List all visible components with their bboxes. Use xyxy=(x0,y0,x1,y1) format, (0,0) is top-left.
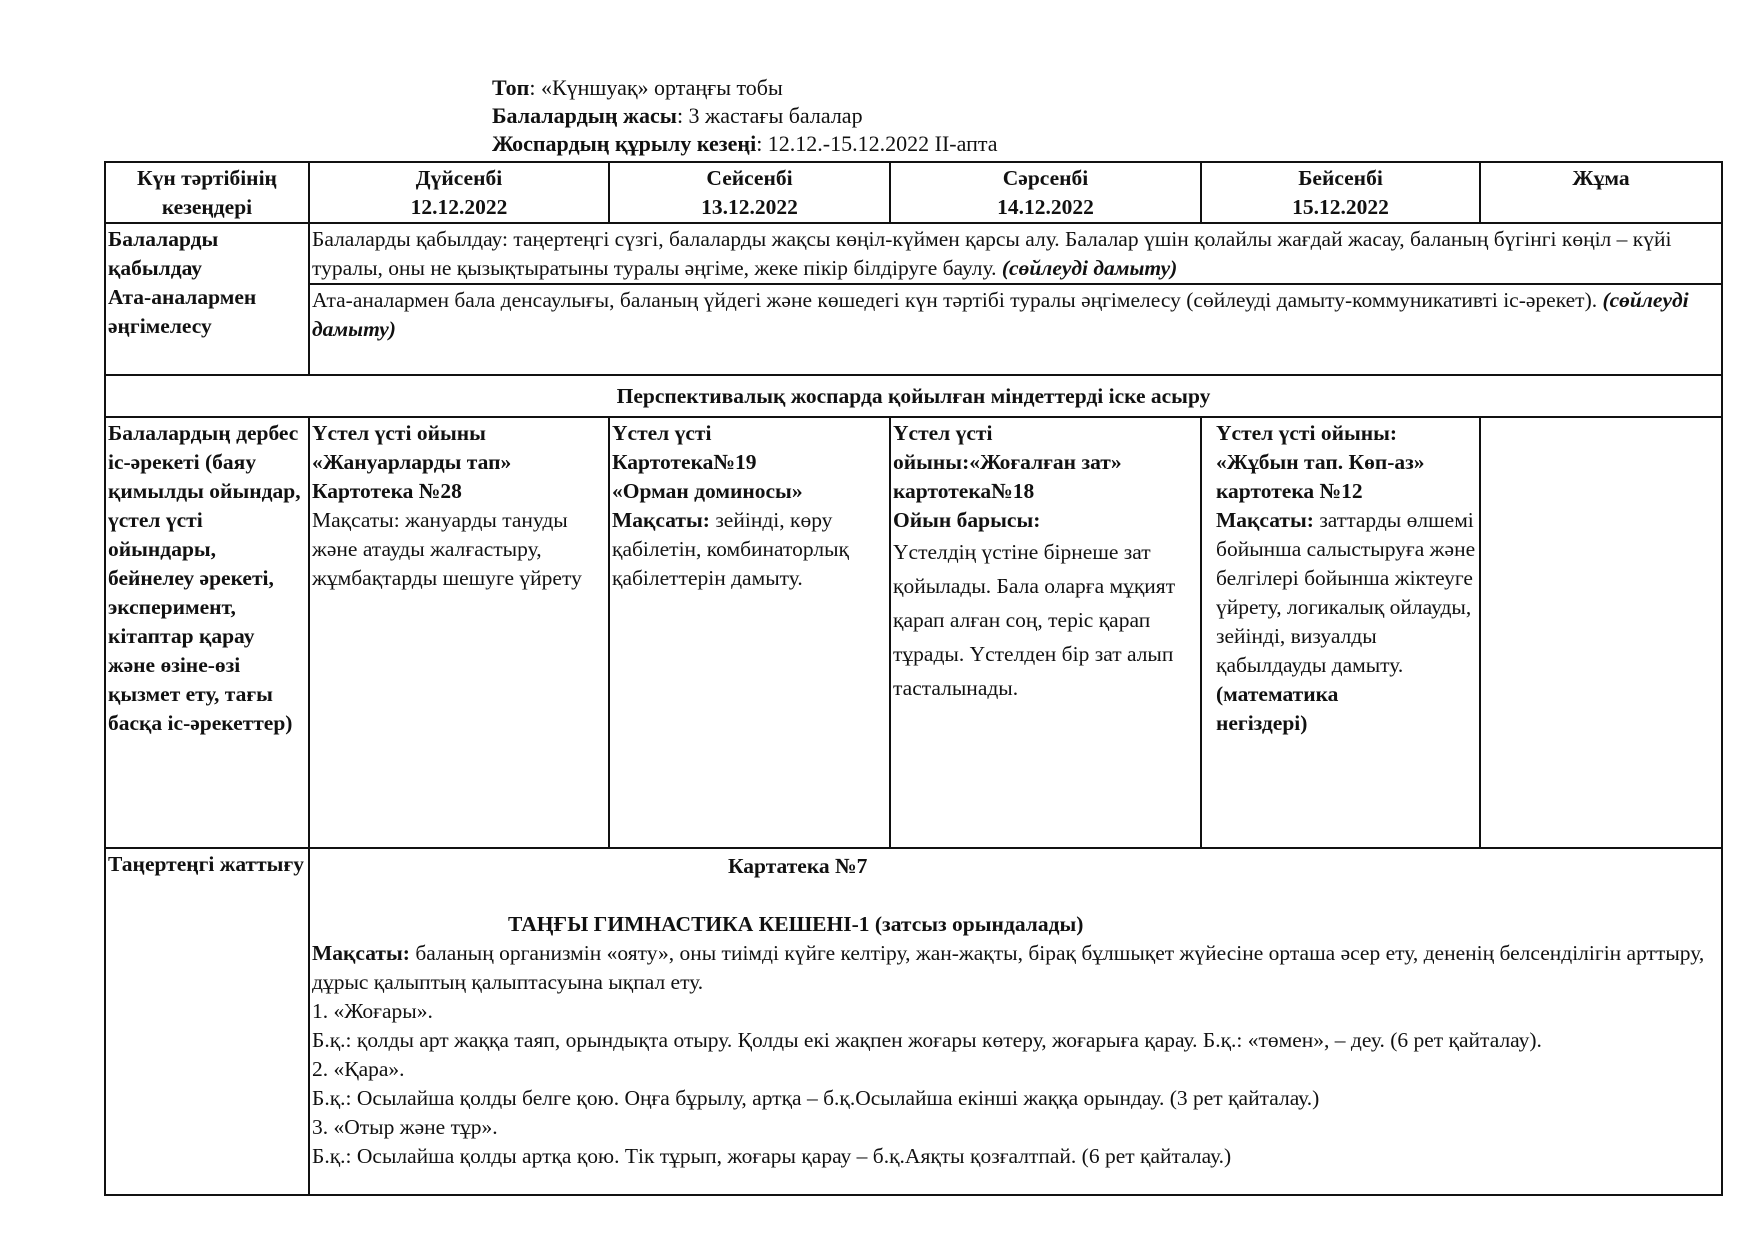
table-header-row xyxy=(105,162,1722,223)
table-row-parents xyxy=(105,284,1722,375)
col-header-stages: Күн тәртібінің кезеңдері xyxy=(105,162,309,223)
friday-activity-cell xyxy=(1480,417,1722,848)
thu-title-3: картотека №12 xyxy=(1216,479,1363,503)
document-header xyxy=(492,74,998,158)
col-header-tuesday: Сейсенбі 13.12.2022 xyxy=(609,162,890,223)
morning-content-cell xyxy=(309,848,1722,1195)
thu-text: заттарды өлшемі бойынша салыстыруға және белгілері бойынша жіктеуге үйрету, логикалық ойлауды, зейінді, визуалды қабылдауды дамыту. xyxy=(1216,508,1476,677)
parents-note: (сөйлеуді дамыту) xyxy=(312,288,1689,341)
wed-title-4: Ойын барысы: xyxy=(893,508,1041,532)
wed-title-2: ойыны:«Жоғалған зат» xyxy=(893,450,1122,474)
morning-goal-label: Мақсаты: xyxy=(312,941,410,965)
morning-card-number: Картатека №7 xyxy=(728,854,868,878)
mon-title-2: «Жануарларды тап» xyxy=(312,450,512,474)
wednesday-activity-cell xyxy=(890,417,1201,848)
morning-goal xyxy=(312,939,1719,997)
age-value: : 3 жастағы балалар xyxy=(676,103,863,128)
reception-label-cell xyxy=(105,223,309,375)
period-label: Жоспардың құрылу кезеңі xyxy=(492,131,757,156)
col-header-wednesday: Сәрсенбі 14.12.2022 xyxy=(890,162,1201,223)
col-header-monday: Дүйсенбі 12.12.2022 xyxy=(309,162,609,223)
mon-text: Мақсаты: жануарды тануды және атауды жалғастыру, жұмбақтарды шешуге үйрету xyxy=(312,508,582,590)
tue-title-3: «Орман доминосы» xyxy=(612,479,803,503)
thursday-activity-cell xyxy=(1201,417,1480,848)
monday-activity-cell xyxy=(309,417,609,848)
mon-title-3: Картотека №28 xyxy=(312,479,462,503)
parents-text-cell xyxy=(309,284,1722,375)
wed-text: Үстелдің үстіне бірнеше зат қойылады. Бала оларға мұқият қарап алған соң, теріс қарап тұрады. Үстелден бір зат алып тасталынады. xyxy=(893,540,1176,700)
tue-text: зейінді, көру қабілетін, комбинаторлық қабілеттерін дамыту. xyxy=(612,508,849,590)
tue-title-2: Картотека№19 xyxy=(612,450,757,474)
reception-text: Балаларды қабылдау: таңертеңгі сүзгі, балаларды жақсы көңіл-күймен қарсы алу. Балалар үшін қолайлы жағдай жасау, баланың бүгінгі көңіл – күйі туралы, оны не қызықтыратыны туралы әңгіме, жеке пікір білдіруге баулу. xyxy=(312,227,1672,280)
exercise-2-title: 2. «Қара». xyxy=(312,1057,405,1081)
thu-title-1: Үстел үсті ойыны: xyxy=(1216,421,1398,445)
exercise-1-text: Б.қ.: қолды арт жаққа таяп, орындықта отыру. Қолды екі жақпен жоғары көтеру, жоғарыға қарау. Б.қ.: «төмен», – деу. (6 рет қайталау). xyxy=(312,1028,1542,1052)
tue-title-1: Үстел үсті xyxy=(612,421,712,445)
thu-note-2: негіздері) xyxy=(1216,711,1308,735)
morning-goal-text: баланың организмін «ояту», оны тиімді күйге келтіру, жан-жақты, бірақ бұлшықет жүйесіне орташа әсер ету, дененің белсенділігін арттыру, дұрыс қалыптың қалыптасуына ықпал ету. xyxy=(312,941,1705,994)
age-line xyxy=(492,102,998,130)
period-value: : 12.12.-15.12.2022 ІІ-апта xyxy=(756,131,998,156)
group-value: : «Күншуақ» ортаңғы тобы xyxy=(529,75,783,100)
table-row-perspective xyxy=(105,375,1722,417)
group-line xyxy=(492,74,998,102)
parents-label: Ата-аналармен әңгімелесу xyxy=(108,285,257,338)
thu-title-2: «Жұбын тап. Көп-аз» xyxy=(1216,450,1425,474)
tuesday-activity-cell xyxy=(609,417,890,848)
col-header-thursday: Бейсенбі 15.12.2022 xyxy=(1201,162,1480,223)
table-row-morning-exercise xyxy=(105,848,1722,1195)
age-label: Балалардың жасы xyxy=(492,103,677,128)
table-row-reception xyxy=(105,223,1722,284)
independent-label: Балалардың дербес іс-әрекеті (баяу қимылды ойындар, үстел үсті ойындары, бейнелеу әрекеті, эксперимент, кітаптар қарау және өзіне-өзі қызмет ету, тағы басқа іс-әрекеттер) xyxy=(105,417,309,848)
morning-label: Таңертеңгі жаттығу xyxy=(105,848,309,1195)
period-line xyxy=(492,130,998,158)
exercise-2-text: Б.қ.: Осылайша қолды белге қою. Оңға бұрылу, артқа – б.қ.Осылайша екінші жаққа орындау. (3 рет қайталау.) xyxy=(312,1086,1320,1110)
parents-text: Ата-аналармен бала денсаулығы, баланың үйдегі және көшедегі күн тәртібі туралы әңгімелесу (сөйлеуді дамыту-коммуникативті іс-әрекет). xyxy=(312,288,1603,312)
tue-goal-label: Мақсаты: xyxy=(612,508,710,532)
exercise-3-title: 3. «Отыр және тұр». xyxy=(312,1115,498,1139)
perspective-title: Перспективалық жоспарда қойылған міндеттерді іске асыру xyxy=(105,375,1722,417)
mon-title-1: Үстел үсті ойыны xyxy=(312,421,486,445)
thu-goal-label: Мақсаты: xyxy=(1216,508,1314,532)
exercise-3-text: Б.қ.: Осылайша қолды артқа қою. Тік тұрып, жоғары қарау – б.қ.Аяқты қозғалтпай. (6 рет қайталау.) xyxy=(312,1144,1232,1168)
reception-label: Балаларды қабылдау xyxy=(108,227,219,280)
morning-complex-title: ТАҢҒЫ ГИМНАСТИКА КЕШЕНІ-1 (затсыз орындалады) xyxy=(508,912,1084,936)
wed-title-3: картотека№18 xyxy=(893,479,1035,503)
thu-note-1: (математика xyxy=(1216,682,1339,706)
reception-text-cell xyxy=(309,223,1722,284)
group-label: Топ xyxy=(492,75,530,100)
reception-note: (сөйлеуді дамыту) xyxy=(1001,256,1178,280)
plan-table xyxy=(104,161,1723,1196)
wed-title-1: Үстел үсті xyxy=(893,421,993,445)
table-row-independent xyxy=(105,417,1722,848)
col-header-friday: Жұма xyxy=(1480,162,1722,223)
exercise-1-title: 1. «Жоғары». xyxy=(312,999,433,1023)
